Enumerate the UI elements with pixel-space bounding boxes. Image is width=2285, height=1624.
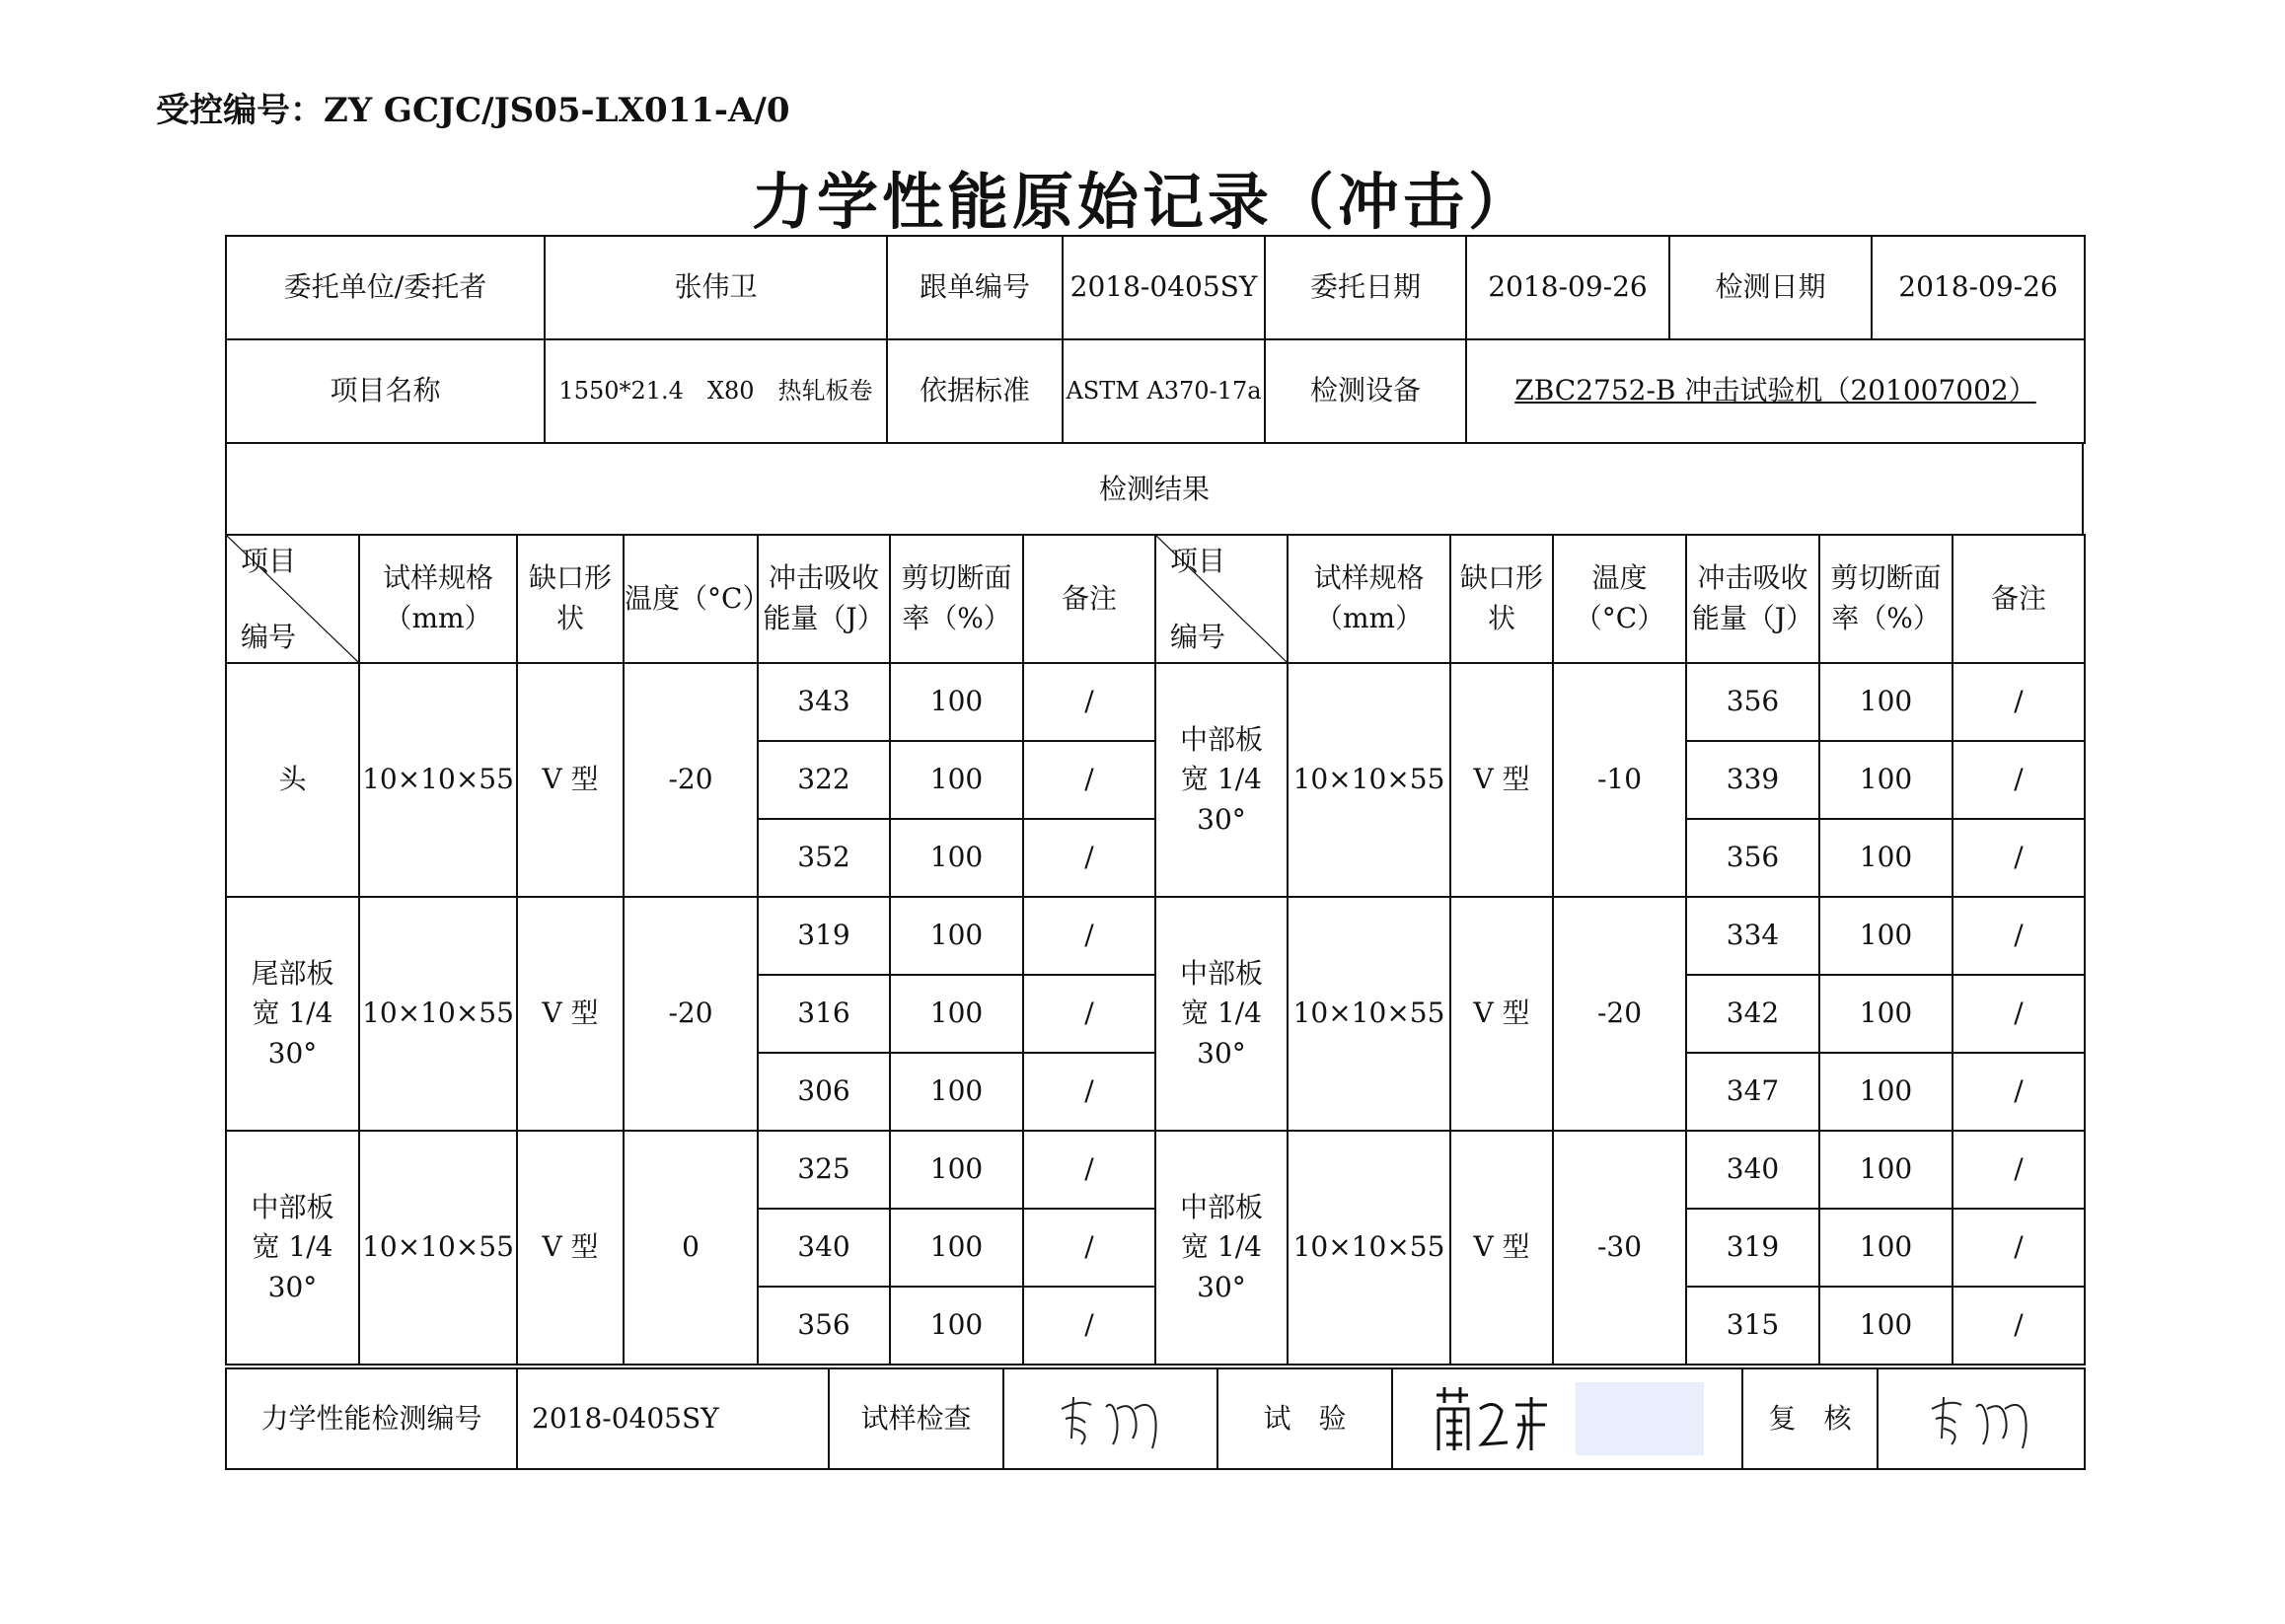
remark: / (1953, 975, 2085, 1053)
remark: / (1953, 1131, 2085, 1209)
sample-spec: 10×10×55 (359, 663, 517, 897)
handwritten-signature-icon (1429, 1379, 1567, 1458)
handwritten-signature-icon (1052, 1379, 1170, 1458)
sample-spec: 10×10×55 (1288, 663, 1450, 897)
sample-position: 头 (226, 663, 359, 897)
impact-energy: 356 (1686, 663, 1819, 741)
impact-energy: 319 (758, 897, 890, 975)
sample-check-label: 试样检查 (829, 1368, 1003, 1469)
document-title: 力学性能原始记录（冲击） (751, 166, 1533, 238)
shear-area: 100 (1819, 897, 1953, 975)
test-temperature: -20 (624, 663, 758, 897)
shear-area: 100 (890, 1209, 1023, 1287)
remark: / (1023, 663, 1155, 741)
remark: / (1023, 897, 1155, 975)
remark: / (1953, 897, 2085, 975)
entrust-date-value: 2018-09-26 (1466, 236, 1669, 339)
tracking-label: 跟单编号 (887, 236, 1063, 339)
impact-energy: 342 (1686, 975, 1819, 1053)
test-date-value: 2018-09-26 (1872, 236, 2085, 339)
sample-position: 中部板宽 1/4 30° (226, 1131, 359, 1365)
impact-energy: 352 (758, 819, 890, 897)
remark-header: 备注 (1023, 535, 1155, 663)
client-label: 委托单位/委托者 (226, 236, 545, 339)
shear-area: 100 (890, 663, 1023, 741)
impact-energy: 340 (758, 1209, 890, 1287)
spec-header: 试样规格（mm） (359, 535, 517, 663)
shear-area: 100 (890, 975, 1023, 1053)
item-number-header-right (1155, 535, 1288, 663)
remark: / (1953, 741, 2085, 819)
shear-area: 100 (1819, 975, 1953, 1053)
impact-energy: 356 (1686, 819, 1819, 897)
remark: / (1953, 1209, 2085, 1287)
notch-type: V 型 (517, 1131, 624, 1365)
remark: / (1953, 819, 2085, 897)
remark: / (1023, 975, 1155, 1053)
impact-energy: 343 (758, 663, 890, 741)
impact-energy: 334 (1686, 897, 1819, 975)
number-header-label: 编号 (241, 621, 297, 654)
notch-type: V 型 (1450, 1131, 1553, 1365)
tracking-value: 2018-0405SY (1063, 236, 1265, 339)
temp-header-right: 温度（°C） (1553, 535, 1686, 663)
remark: / (1953, 1053, 2085, 1131)
test-temperature: -30 (1553, 1131, 1686, 1365)
number-header-label-right: 编号 (1170, 621, 1226, 654)
sample-check-signature (1003, 1368, 1217, 1469)
project-value: 1550*21.4 X80 热轧板卷 (545, 339, 887, 443)
shear-area: 100 (1819, 1053, 1953, 1131)
shear-header: 剪切断面率（%） (890, 535, 1023, 663)
impact-energy: 316 (758, 975, 890, 1053)
impact-energy: 322 (758, 741, 890, 819)
result-row (226, 663, 2085, 741)
remark: / (1953, 1287, 2085, 1365)
redacted-area (1576, 1382, 1704, 1455)
sample-position: 中部板宽 1/4 30° (1155, 1131, 1288, 1365)
impact-energy: 315 (1686, 1287, 1819, 1365)
client-value: 张伟卫 (545, 236, 887, 339)
energy-header: 冲击吸收能量（J） (758, 535, 890, 663)
results-table (225, 534, 2086, 1366)
shear-area: 100 (1819, 741, 1953, 819)
impact-energy: 325 (758, 1131, 890, 1209)
item-header-label: 项目 (241, 545, 297, 577)
shear-area: 100 (890, 897, 1023, 975)
result-row (226, 1131, 2085, 1209)
remark: / (1023, 1131, 1155, 1209)
sample-position: 尾部板宽 1/4 30° (226, 897, 359, 1131)
remark: / (1023, 819, 1155, 897)
spec-header-right: 试样规格（mm） (1288, 535, 1450, 663)
shear-area: 100 (1819, 1287, 1953, 1365)
shear-area: 100 (890, 1287, 1023, 1365)
reviewer-signature (1878, 1368, 2085, 1469)
project-label: 项目名称 (226, 339, 545, 443)
impact-energy: 347 (1686, 1053, 1819, 1131)
result-row (226, 897, 2085, 975)
impact-energy: 306 (758, 1053, 890, 1131)
test-temperature: 0 (624, 1131, 758, 1365)
shear-header-right: 剪切断面率（%） (1819, 535, 1953, 663)
remark: / (1023, 1209, 1155, 1287)
info-table (225, 235, 2086, 444)
shear-area: 100 (890, 1053, 1023, 1131)
remark-header-right: 备注 (1953, 535, 2085, 663)
standard-value: ASTM A370-17a (1063, 339, 1265, 443)
temp-header: 温度（°C） (624, 535, 758, 663)
test-label: 试 验 (1217, 1368, 1392, 1469)
equipment-text: ZBC2752-B 冲击试验机（201007002） (1514, 374, 2036, 407)
remark: / (1023, 1053, 1155, 1131)
shear-area: 100 (890, 819, 1023, 897)
remark: / (1023, 741, 1155, 819)
impact-energy: 319 (1686, 1209, 1819, 1287)
signature-table (225, 1367, 2086, 1470)
handwritten-signature-icon (1922, 1379, 2040, 1458)
item-number-header (226, 535, 359, 663)
remark: / (1023, 1287, 1155, 1365)
entrust-date-label: 委托日期 (1265, 236, 1466, 339)
sample-spec: 10×10×55 (359, 897, 517, 1131)
test-temperature: -20 (624, 897, 758, 1131)
remark: / (1953, 663, 2085, 741)
results-title-table (225, 442, 2084, 535)
equipment-value (1466, 339, 2085, 443)
results-section-title: 检测结果 (226, 443, 2083, 535)
energy-header-right: 冲击吸收能量（J） (1686, 535, 1819, 663)
notch-type: V 型 (517, 897, 624, 1131)
notch-header-right: 缺口形状 (1450, 535, 1553, 663)
shear-area: 100 (1819, 819, 1953, 897)
shear-area: 100 (890, 1131, 1023, 1209)
sample-spec: 10×10×55 (1288, 897, 1450, 1131)
standard-label: 依据标准 (887, 339, 1063, 443)
equipment-label: 检测设备 (1265, 339, 1466, 443)
review-label: 复 核 (1742, 1368, 1878, 1469)
sample-position: 中部板宽 1/4 30° (1155, 663, 1288, 897)
notch-type: V 型 (1450, 897, 1553, 1131)
test-date-label: 检测日期 (1669, 236, 1872, 339)
sample-spec: 10×10×55 (359, 1131, 517, 1365)
sample-position: 中部板宽 1/4 30° (1155, 897, 1288, 1131)
control-number: 受控编号：ZY GCJC/JS05-LX011-A/0 (156, 91, 790, 130)
test-number-value: 2018-0405SY (517, 1368, 829, 1469)
test-temperature: -20 (1553, 897, 1686, 1131)
sample-spec: 10×10×55 (1288, 1131, 1450, 1365)
shear-area: 100 (890, 741, 1023, 819)
notch-header: 缺口形状 (517, 535, 624, 663)
impact-energy: 340 (1686, 1131, 1819, 1209)
notch-type: V 型 (1450, 663, 1553, 897)
test-number-label: 力学性能检测编号 (226, 1368, 517, 1469)
shear-area: 100 (1819, 663, 1953, 741)
shear-area: 100 (1819, 1209, 1953, 1287)
impact-energy: 339 (1686, 741, 1819, 819)
impact-energy: 356 (758, 1287, 890, 1365)
item-header-label-right: 项目 (1170, 545, 1226, 577)
shear-area: 100 (1819, 1131, 1953, 1209)
test-temperature: -10 (1553, 663, 1686, 897)
tester-signature (1392, 1368, 1742, 1469)
notch-type: V 型 (517, 663, 624, 897)
